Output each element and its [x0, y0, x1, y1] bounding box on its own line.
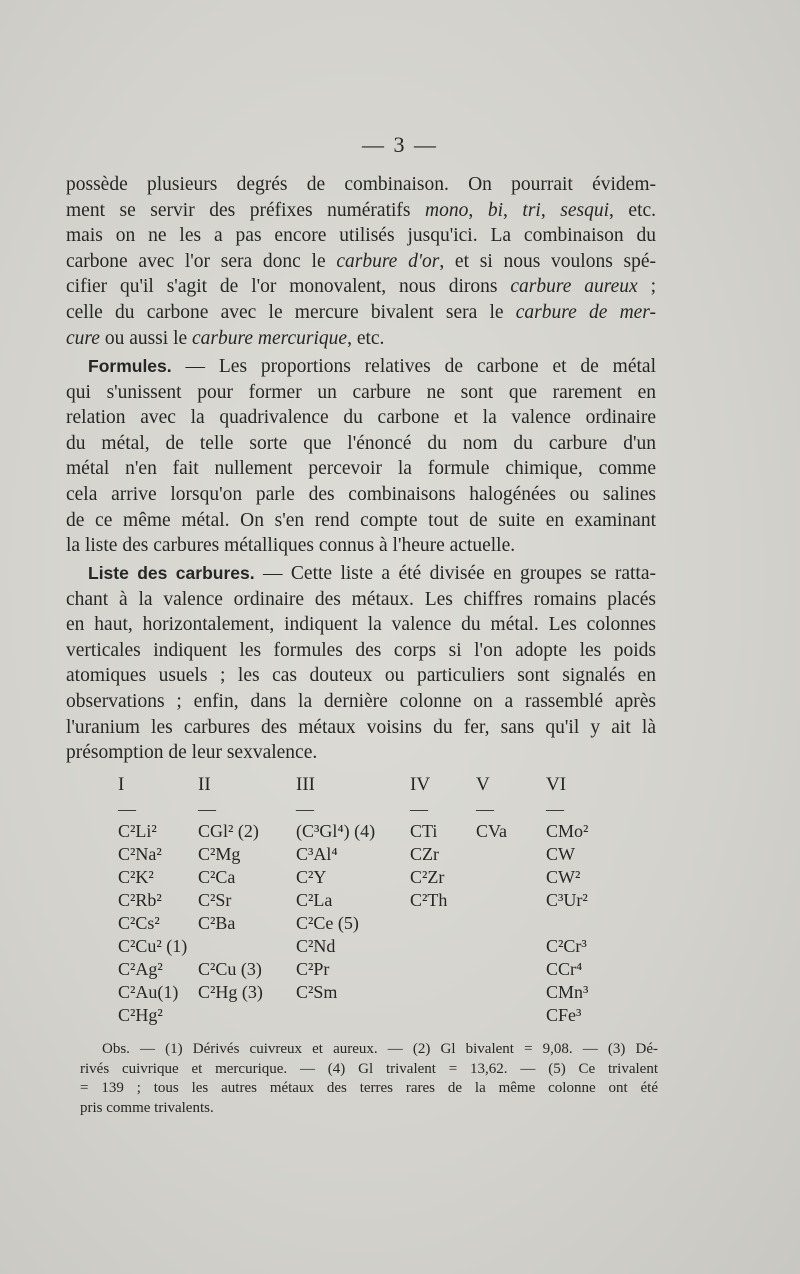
- formula-cell: C²La: [296, 890, 333, 910]
- formula-cell: C²Ce (5): [296, 913, 359, 933]
- column-header: V: [476, 774, 490, 795]
- formula-cell: C²Th: [410, 890, 448, 910]
- formula-cell: C²Y: [296, 867, 327, 887]
- formula-cell: C²Sm: [296, 982, 338, 1002]
- column-header: III: [296, 774, 315, 795]
- text-line: ment se servir des préfixes numératifs mono, bi, tri, sesqui, etc.: [66, 199, 657, 221]
- formula-cell: C²Cu² (1): [118, 936, 188, 956]
- formula-cell: [476, 1004, 532, 1027]
- formula-cell: [476, 889, 532, 912]
- text-line: cure ou aussi le carbure mercurique, etc.: [66, 327, 385, 349]
- formula-cell: CCr⁴: [546, 959, 583, 979]
- formula-cell: [476, 866, 532, 889]
- formula-cell: [296, 1004, 406, 1027]
- text-line: la liste des carbures métalliques connus à l'heure actuelle.: [66, 535, 516, 557]
- formula-cell: C²Na²: [118, 844, 162, 864]
- formula-cell: C²Pr: [296, 959, 330, 979]
- formula-cell: [410, 912, 472, 935]
- formula-cell: C²Hg (3): [198, 982, 263, 1002]
- formula-cell: [410, 935, 472, 958]
- column-rule: —: [546, 799, 564, 819]
- text-line: relation avec la quadrivalence du carbone et la valence ordinaire: [66, 407, 656, 429]
- table-column-i: [118, 772, 198, 1027]
- formula-cell: [410, 958, 472, 981]
- formula-cell: [476, 935, 532, 958]
- formula-cell: C²Li²: [118, 821, 157, 841]
- formula-cell: CVa: [476, 821, 507, 841]
- text-line: chant à la valence ordinaire des métaux. Les chiffres romains placés: [66, 588, 656, 610]
- column-rule: —: [198, 799, 216, 819]
- text-line: mais on ne les a pas encore utilisés jusqu'ici. La combinaison du: [66, 225, 656, 247]
- text-line: présomption de leur sexvalence.: [66, 742, 318, 764]
- paragraph-intro: [66, 172, 656, 351]
- observations-footnote: [80, 1040, 658, 1118]
- footnote-line: pris comme trivalents.: [80, 1099, 214, 1116]
- column-header: VI: [546, 774, 567, 795]
- formula-cell: C²Mg: [198, 844, 241, 864]
- footnote-line: Obs. — (1) Dérivés cuivreux et aureux. — (2) Gl bivalent = 9,08. — (3) Dé-: [102, 1041, 658, 1057]
- formula-cell: C²K²: [118, 867, 154, 887]
- text-line: en haut, horizontalement, indiquent la valence du métal. Les colonnes: [66, 614, 656, 636]
- formula-cell: [198, 1004, 294, 1027]
- formula-cell: CTi: [410, 821, 438, 841]
- text-line: observations ; enfin, dans la dernière colonne on a rassemblé après: [66, 690, 656, 712]
- table-column-v: [476, 772, 532, 1027]
- formula-cell: (C³Gl⁴) (4): [296, 821, 376, 841]
- formula-cell: C²Cs²: [118, 913, 160, 933]
- formula-cell: [476, 958, 532, 981]
- formula-cell: C²Rb²: [118, 890, 162, 910]
- footnote-line: = 139 ; tous les autres métaux des terres rares de la même colonne ont été: [80, 1080, 658, 1096]
- formula-cell: C³Ur²: [546, 890, 588, 910]
- column-rule: —: [118, 799, 136, 819]
- text-line: verticales indiquent les formules des corps si l'on adopte les poids: [66, 639, 656, 661]
- column-header: IV: [410, 774, 431, 795]
- text-line: métal n'en fait nullement percevoir la formule chimique, comme: [66, 458, 656, 480]
- formula-cell: CW: [546, 844, 575, 864]
- column-rule: —: [410, 799, 428, 819]
- column-header: I: [118, 774, 125, 795]
- formula-cell: [410, 1004, 472, 1027]
- text-line: celle du carbone avec le mercure bivalent sera le carbure de mer-: [66, 301, 656, 323]
- text-line: atomiques usuels ; les cas douteux ou particuliers sont signalés en: [66, 665, 656, 687]
- formula-cell: C²Hg²: [118, 1005, 163, 1025]
- formula-cell: CZr: [410, 844, 439, 864]
- text-line: cifier qu'il s'agit de l'or monovalent, nous dirons carbure aureux ;: [66, 276, 656, 298]
- table-column-iii: [296, 772, 406, 1027]
- column-rule: —: [476, 799, 494, 819]
- formula-cell: CMn³: [546, 982, 589, 1002]
- formula-cell: [476, 981, 532, 1004]
- paragraph-formules: [66, 354, 656, 559]
- formula-cell: CFe³: [546, 1005, 582, 1025]
- formula-cell: [546, 912, 616, 935]
- formula-cell: [476, 912, 532, 935]
- formula-cell: C²Au(1): [118, 982, 179, 1002]
- formula-cell: CW²: [546, 867, 581, 887]
- table-column-vi: [546, 772, 616, 1027]
- paragraph-liste-des-carbures: [66, 561, 656, 766]
- table-column-iv: [410, 772, 472, 1027]
- text-line: du métal, de telle sorte que l'énoncé du nom du carbure d'un: [66, 432, 656, 454]
- formula-cell: C³Al⁴: [296, 844, 338, 864]
- table-column-ii: [198, 772, 294, 1027]
- formula-cell: C²Zr: [410, 867, 445, 887]
- formula-cell: CGl² (2): [198, 821, 259, 841]
- text-line: l'uranium les carbures des métaux voisins du fer, sans qu'il y ait là: [66, 716, 656, 738]
- formula-cell: C²Sr: [198, 890, 232, 910]
- column-rule: —: [296, 799, 314, 819]
- text-line: carbone avec l'or sera donc le carbure d'or, et si nous voulons spé-: [66, 250, 656, 272]
- text-line: qui s'unissent pour former un carbure ne sont que rarement en: [66, 381, 656, 403]
- formula-cell: C²Ca: [198, 867, 236, 887]
- formula-cell: C²Ag²: [118, 959, 163, 979]
- page-number: — 3 —: [362, 132, 438, 157]
- formula-cell: C²Cu (3): [198, 959, 262, 979]
- footnote-line: rivés cuivrique et mercurique. — (4) Gl trivalent = 13,62. — (5) Ce trivalent: [80, 1060, 658, 1077]
- text-line: Formules. — Les proportions relatives de carbone et de métal: [88, 356, 656, 377]
- column-header: II: [198, 774, 211, 795]
- formula-cell: C²Cr³: [546, 936, 587, 956]
- text-line: Liste des carbures. — Cette liste a été divisée en groupes se ratta-: [88, 563, 656, 584]
- text-line: de ce même métal. On s'en rend compte tout de suite en examinant: [66, 509, 656, 531]
- formula-cell: [410, 981, 472, 1004]
- formula-cell: [198, 935, 294, 958]
- text-line: possède plusieurs degrés de combinaison. On pourrait évidem-: [66, 174, 656, 195]
- text-line: cela arrive lorsqu'on parle des combinaisons halogénées ou salines: [66, 483, 656, 505]
- formula-cell: CMo²: [546, 821, 589, 841]
- formula-cell: [476, 843, 532, 866]
- formula-cell: C²Nd: [296, 936, 336, 956]
- formula-cell: C²Ba: [198, 913, 236, 933]
